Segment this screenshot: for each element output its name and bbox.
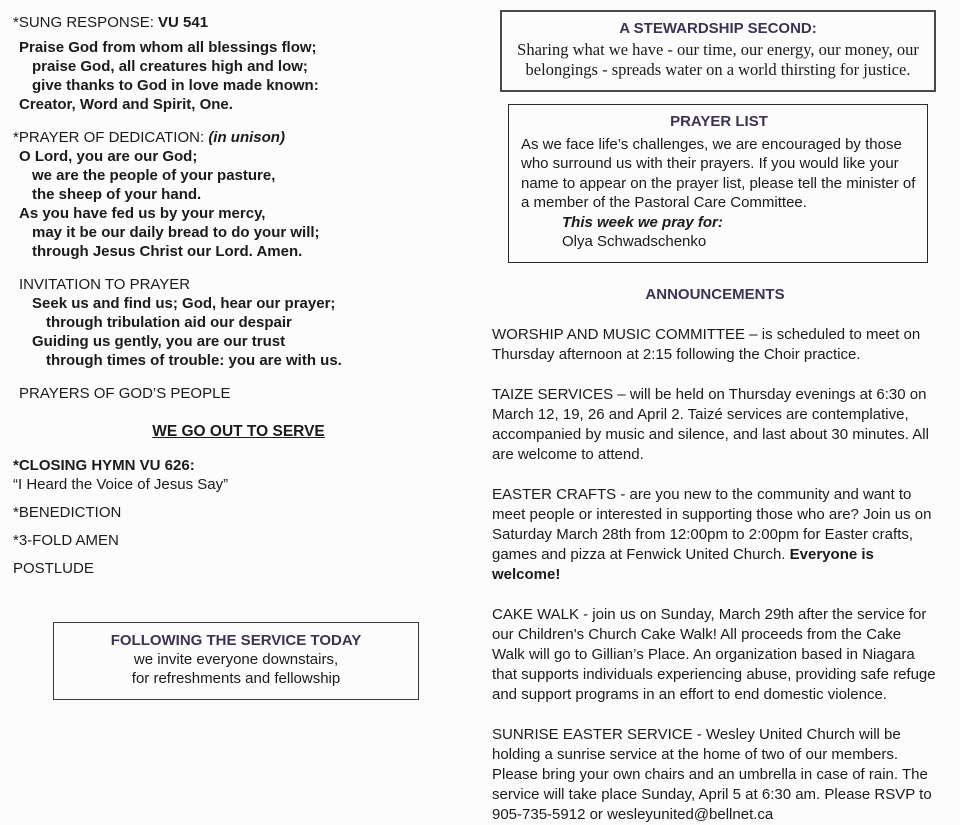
threefold-amen-heading: *3-FOLD AMEN	[13, 532, 119, 549]
prayer-line: O Lord, you are our God;	[19, 148, 198, 165]
closing-hymn	[13, 456, 464, 494]
prayer-line: Guiding us gently, you are our trust	[32, 333, 286, 350]
prayer-line: Seek us and find us; God, hear our prayer;	[32, 295, 336, 312]
announcement-text: TAIZE SERVICES – will be held on Thursday evenings at 6:30 on March 12, 19, 26 and April 2. Taizé services are contemplative, accompanied by music and silence, and last about 30 minutes. All are welcome to attend.	[492, 385, 929, 463]
prayer-list-body: As we face life’s challenges, we are encouraged by those who surround us with their prayers. If you would like your name to appear on the prayer list, please tell the minister of a member of the Pastoral Care Committee.	[521, 135, 916, 211]
announcement-cake-walk	[492, 605, 938, 705]
announcement-easter-crafts	[492, 485, 938, 585]
closing-hymn-name: “I Heard the Voice of Jesus Say”	[13, 476, 229, 493]
prayer-line: through times of trouble: you are with us.	[46, 352, 342, 369]
following-service-box	[53, 622, 419, 700]
announcement-text: CAKE WALK - join us on Sunday, March 29th after the service for our Children's Church Cake Walk! All proceeds from the Cake Walk will go to Gillian’s Place. An organization based in Niagara that supports individuals experiencing abuse, providing safe refuge and support programs in an effort to end domestic violence.	[492, 605, 936, 703]
sung-response-label: *SUNG RESPONSE:	[13, 14, 154, 31]
prayer-line: As you have fed us by your mercy,	[19, 205, 266, 222]
dedication-heading	[13, 128, 464, 147]
announcement-text: SUNRISE EASTER SERVICE - Wesley United Church will be holding a sunrise service at the home of two of our members. Please bring your own chairs and an umbrella in case of rain. The service will take place Sunday, April 5 at 6:30 am. Please RSVP to 905-735-5912 or wesleyunited@bellnet.ca	[492, 725, 932, 823]
benediction-heading: *BENEDICTION	[13, 504, 122, 521]
hymn-line: Praise God from whom all blessings flow;	[19, 39, 317, 56]
hymn-line: Creator, Word and Spirit, One.	[19, 96, 233, 113]
announcement-bold-text: Everyone is welcome!	[492, 545, 874, 583]
dedication-label: *PRAYER OF DEDICATION:	[13, 129, 205, 146]
sung-response-lyrics	[13, 38, 464, 114]
hymn-line: give thanks to God in love made known:	[32, 77, 319, 94]
section-banner-we-go-out-to-serve: WE GO OUT TO SERVE	[152, 423, 325, 440]
prayer-line: the sheep of your hand.	[32, 186, 202, 203]
stewardship-body: Sharing what we have - our time, our energy, our money, our belongings - spreads water on a world thirsting for justice.	[517, 40, 919, 79]
following-service-line: we invite everyone downstairs,	[133, 651, 339, 668]
announcement-sunrise-easter-service	[492, 725, 938, 825]
prayer-line: through Jesus Christ our Lord. Amen.	[32, 243, 303, 260]
invitation-heading: INVITATION TO PRAYER	[19, 276, 191, 293]
prayer-line: through tribulation aid our despair	[46, 314, 292, 331]
prayer-list-title: PRAYER LIST	[670, 113, 768, 130]
announcement-text: EASTER CRAFTS - are you new to the community and want to meet people or interested in supporting those who are? Join us on Saturday March 28th from 12:00pm to 2:00pm for Easter crafts, games and pizza at Fenwick United Church.	[492, 485, 932, 563]
announcement-worship-music-committee	[492, 325, 938, 365]
dedication-unison-note: (in unison)	[208, 129, 285, 146]
announcement-text: WORSHIP AND MUSIC COMMITTEE – is scheduled to meet on Thursday afternoon at 2:15 following the Choir practice.	[492, 325, 921, 363]
following-service-title: FOLLOWING THE SERVICE TODAY	[110, 632, 362, 649]
postlude-heading: POSTLUDE	[13, 560, 94, 577]
sung-response-heading	[13, 13, 464, 32]
dedication-prayer	[13, 147, 464, 261]
prayer-line: we are the people of your pasture,	[32, 167, 276, 184]
announcement-taize-services	[492, 385, 938, 465]
hymn-line: praise God, all creatures high and low;	[32, 58, 308, 75]
stewardship-box	[500, 10, 936, 92]
prayer-list-box	[508, 104, 928, 263]
stewardship-title: A STEWARDSHIP SECOND:	[619, 20, 817, 37]
closing-hymn-title: *CLOSING HYMN VU 626:	[13, 457, 195, 474]
following-service-line: for refreshments and fellowship	[131, 670, 341, 687]
prayers-of-gods-people-heading: PRAYERS OF GOD’S PEOPLE	[19, 385, 231, 402]
invitation-prayer	[13, 294, 464, 370]
announcements-column	[472, 0, 960, 825]
order-of-service-column	[0, 0, 472, 825]
prayer-line: may it be our daily bread to do your will;	[32, 224, 320, 241]
sung-response-hymn-number: VU 541	[158, 14, 209, 31]
prayer-list-name: Olya Schwadschenko	[562, 233, 707, 250]
announcements-heading: ANNOUNCEMENTS	[645, 285, 785, 303]
prayer-list-week-label: This week we pray for:	[562, 213, 723, 231]
